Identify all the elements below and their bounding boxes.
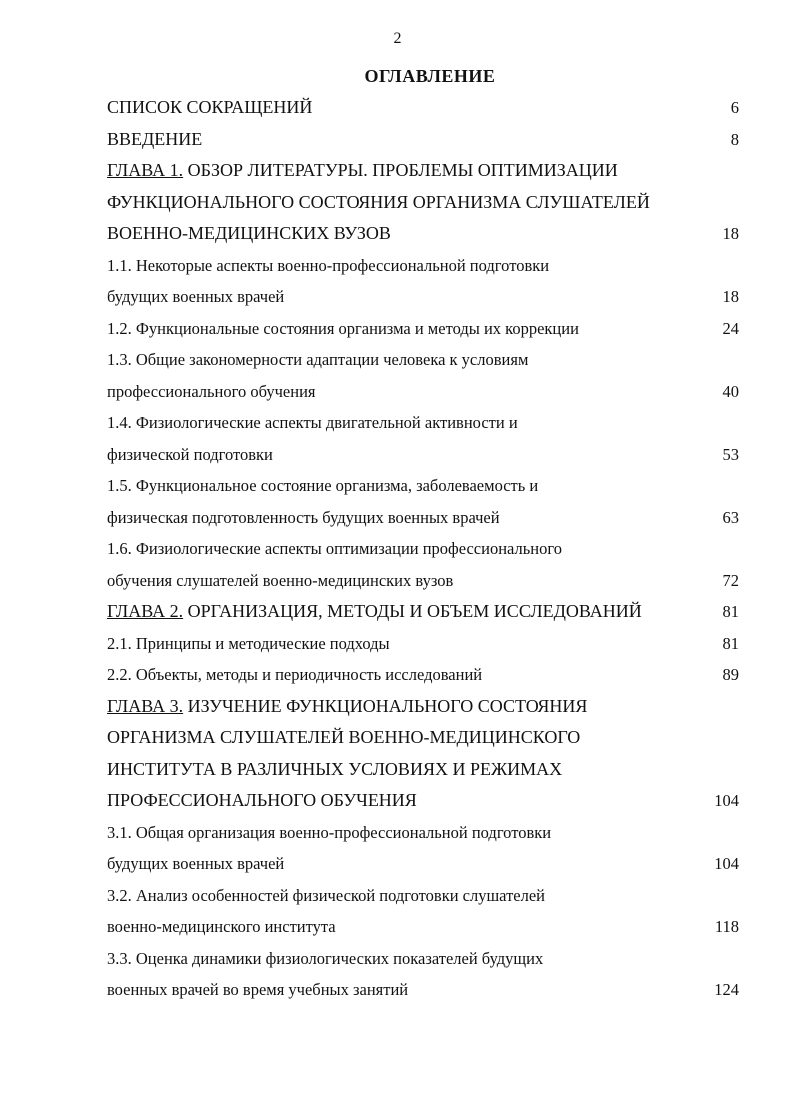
toc-page-number: 118 [714,917,739,936]
toc-section-entry [107,943,739,1006]
toc-line-text: ВВЕДЕНИЕ [107,128,203,149]
toc-entry-line [107,691,692,723]
toc-entry-title [107,691,692,817]
toc-entry-line [107,974,692,1006]
toc-line-text: военно-медицинского института [107,917,336,936]
toc-section-entry [107,880,739,943]
toc-entry-title [107,533,692,596]
toc-line-text: военных врачей во время учебных занятий [107,980,409,999]
toc-entry-line [107,502,692,534]
toc-entry-line [107,439,692,471]
toc-chapter-entry [107,691,739,817]
toc-page-number: 18 [722,287,739,306]
toc-entry-title [107,470,692,533]
toc-page-number: 81 [722,602,739,621]
toc-section-entry [107,628,739,660]
toc-line-text: 3.1. Общая организация военно-профессиональной подготовки [107,822,552,842]
page-number: 2 [393,30,402,47]
toc-page-number: 40 [722,381,739,401]
toc-entry-line [107,596,692,628]
toc-entry-title [107,155,692,250]
toc-line-text: ОБЗОР ЛИТЕРАТУРЫ. ПРОБЛЕМЫ ОПТИМИЗАЦИИ [183,160,618,180]
toc-line-text: ОРГАНИЗМА СЛУШАТЕЛЕЙ ВОЕННО-МЕДИЦИНСКОГО [107,727,581,747]
toc-entry-line [107,817,692,849]
toc-page-number: 72 [722,570,739,590]
toc-line-text: профессионального обучения [107,381,316,401]
toc-entry-line [107,911,692,943]
toc-page-number: 24 [722,318,739,338]
toc-entry-line [107,281,692,313]
toc-line-text: 1.4. Физиологические аспекты двигательной активности и [107,413,518,432]
toc-entry-line [107,943,692,975]
toc-line-text: ФУНКЦИОНАЛЬНОГО СОСТОЯНИЯ ОРГАНИЗМА СЛУШАТЕЛЕЙ [107,191,650,212]
toc-line-text: 1.6. Физиологические аспекты оптимизации профессионального [107,539,562,558]
toc-entry-line [107,470,692,502]
toc-line-text: 1.1. Некоторые аспекты военно-профессиональной подготовки [107,255,550,275]
toc-line-text: 1.5. Функциональное состояние организма, заболеваемость и [107,476,539,495]
toc-entry-title [107,880,692,943]
toc-entry-line [107,848,692,880]
toc-entry-title [107,92,692,124]
chapter-label: ГЛАВА 1. [107,160,184,180]
toc-line-text: будущих военных врачей [107,854,285,873]
toc-page-number: 124 [714,980,739,999]
toc-entry-title [107,407,692,470]
toc-line-text: 1.2. Функциональные состояния организма и методы их коррекции [107,318,579,338]
toc-entry-line [107,565,692,597]
toc-entry-title [107,313,692,345]
toc-entry-title [107,596,692,628]
toc-section-entry [107,407,739,470]
toc-entry-line [107,218,692,250]
toc-entry-title [107,124,692,156]
toc-line-text: 3.3. Оценка динамики физиологических показателей будущих [107,948,544,968]
toc-line-text: физической подготовки [107,444,273,464]
toc-section-entry [107,533,739,596]
toc-page-number: 89 [722,665,739,684]
toc-entry-title [107,344,692,407]
toc-line-text: обучения слушателей военно-медицинских вузов [107,570,454,590]
toc-line-text: ИНСТИТУТА В РАЗЛИЧНЫХ УСЛОВИЯХ И РЕЖИМАХ [107,758,563,779]
table-of-contents [107,92,739,1006]
toc-line-text: СПИСОК СОКРАЩЕНИЙ [107,97,313,117]
toc-chapter-entry [107,596,739,628]
toc-section-entry [107,344,739,407]
toc-top-entry [107,124,739,156]
toc-page-number: 8 [730,129,739,149]
toc-line-text: 2.2. Объекты, методы и периодичность исследований [107,665,483,684]
toc-entry-title [107,943,692,1006]
toc-entry-line [107,533,692,565]
toc-page-number: 18 [722,224,739,243]
toc-entry-line [107,785,692,817]
toc-entry-line [107,407,692,439]
toc-line-text: ПРОФЕССИОНАЛЬНОГО ОБУЧЕНИЯ [107,790,417,810]
toc-entry-line [107,659,692,691]
toc-entry-line [107,92,692,124]
toc-entry-line [107,880,692,912]
toc-line-text: 1.3. Общие закономерности адаптации человека к условиям [107,350,529,369]
chapter-label: ГЛАВА 2. [107,601,184,621]
toc-entry-title [107,250,692,313]
toc-top-entry [107,92,739,124]
toc-chapter-entry [107,155,739,250]
toc-entry-line [107,250,692,282]
toc-page-number: 81 [722,633,739,653]
toc-line-text: физическая подготовленность будущих военных врачей [107,507,500,527]
toc-entry-line [107,313,692,345]
toc-page-number: 104 [714,854,739,873]
toc-section-entry [107,250,739,313]
toc-page-number: 53 [722,444,739,464]
chapter-label: ГЛАВА 3. [107,695,184,716]
toc-entry-line [107,187,692,219]
toc-entry-line [107,376,692,408]
toc-entry-title [107,628,692,660]
toc-section-entry [107,313,739,345]
toc-entry-line [107,628,692,660]
toc-line-text: ОРГАНИЗАЦИЯ, МЕТОДЫ И ОБЪЕМ ИССЛЕДОВАНИЙ [183,601,642,621]
toc-line-text: ВОЕННО-МЕДИЦИНСКИХ ВУЗОВ [107,223,391,243]
toc-entry-line [107,124,692,156]
toc-section-entry [107,470,739,533]
toc-entry-title [107,659,692,691]
toc-entry-line [107,344,692,376]
toc-section-entry [107,659,739,691]
toc-entry-line [107,155,692,187]
toc-line-text: 2.1. Принципы и методические подходы [107,633,390,653]
toc-line-text: ИЗУЧЕНИЕ ФУНКЦИОНАЛЬНОГО СОСТОЯНИЯ [183,695,588,716]
toc-section-entry [107,817,739,880]
toc-line-text: 3.2. Анализ особенностей физической подготовки слушателей [107,885,545,905]
toc-entry-title [107,817,692,880]
toc-page-number: 104 [714,791,739,810]
toc-entry-line [107,722,692,754]
toc-page-number: 6 [730,98,739,117]
toc-line-text: будущих военных врачей [107,287,285,306]
toc-page-number: 63 [722,507,739,527]
toc-entry-line [107,754,692,786]
page-title: ОГЛАВЛЕНИЕ [364,66,496,86]
